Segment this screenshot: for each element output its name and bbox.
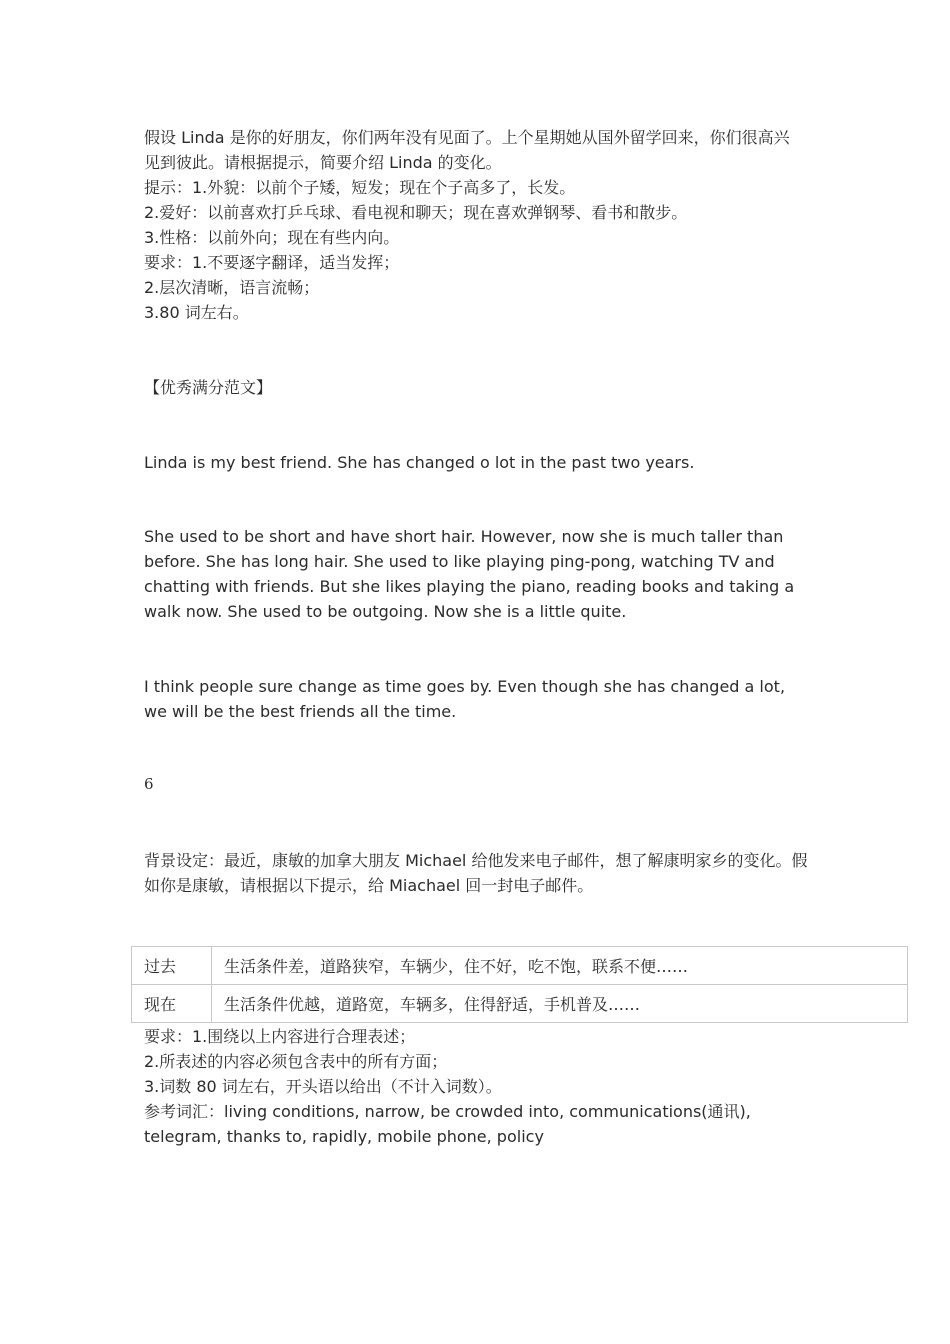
task2-vocabulary-line1: 参考词汇：living conditions, narrow, be crowded into, communications(通讯), [144, 1102, 751, 1121]
sample-essay-heading: 【优秀满分范文】 [144, 378, 273, 397]
table-cell-period: 现在 [132, 985, 212, 1023]
task2-background-line1: 背景设定：最近，康敏的加拿大朋友 Michael 给他发来电子邮件，想了解康明家乡的变化。假 [144, 851, 808, 870]
task1-requirement-2: 2.层次清晰，语言流畅； [144, 278, 320, 297]
task2-requirement-2: 2.所表述的内容必须包含表中的所有方面； [144, 1052, 448, 1071]
task2-requirement-3: 3.词数 80 词左右，开头语以给出（不计入词数）。 [144, 1077, 502, 1096]
table-cell-period: 过去 [132, 947, 212, 985]
essay-paragraph-3-line1: I think people sure change as time goes by. Even though she has changed a lot, [144, 677, 786, 696]
task2-background-line2: 如你是康敏，请根据以下提示，给 Miachael 回一封电子邮件。 [144, 876, 594, 895]
task1-intro-line2: 见到彼此。请根据提示，简要介绍 Linda 的变化。 [144, 153, 502, 172]
task2-requirement-1: 要求：1.围绕以上内容进行合理表述； [144, 1027, 416, 1046]
comparison-table [131, 946, 908, 1023]
task1-intro-line1: 假设 Linda 是你的好朋友，你们两年没有见面了。上个星期她从国外留学回来，你们很高兴 [144, 128, 790, 147]
task2-vocabulary-line2: telegram, thanks to, rapidly, mobile phone, policy [144, 1127, 544, 1146]
table-row [132, 985, 908, 1023]
essay-paragraph-1: Linda is my best friend. She has changed o lot in the past two years. [144, 453, 695, 472]
table-cell-content: 生活条件差，道路狭窄，车辆少，住不好，吃不饱，联系不便…… [212, 947, 908, 985]
task1-requirement-1: 要求：1.不要逐字翻译，适当发挥； [144, 253, 400, 272]
task1-hint-hobbies: 2.爱好：以前喜欢打乒乓球、看电视和聊天；现在喜欢弹钢琴、看书和散步。 [144, 203, 688, 222]
item-number: 6 [144, 775, 154, 793]
essay-paragraph-3-line2: we will be the best friends all the time. [144, 702, 457, 721]
task1-hint-appearance: 提示：1.外貌：以前个子矮，短发；现在个子高多了，长发。 [144, 178, 576, 197]
table-cell-content: 生活条件优越，道路宽，车辆多，住得舒适，手机普及…… [212, 985, 908, 1023]
task1-requirement-3: 3.80 词左右。 [144, 303, 249, 322]
task1-hint-personality: 3.性格：以前外向；现在有些内向。 [144, 228, 400, 247]
table-row [132, 947, 908, 985]
essay-paragraph-2-line1: She used to be short and have short hair. However, now she is much taller than [144, 527, 784, 546]
essay-paragraph-2-line4: walk now. She used to be outgoing. Now she is a little quite. [144, 602, 627, 621]
essay-paragraph-2-line3: chatting with friends. But she likes playing the piano, reading books and taking a [144, 577, 795, 596]
essay-paragraph-2-line2: before. She has long hair. She used to like playing ping-pong, watching TV and [144, 552, 775, 571]
